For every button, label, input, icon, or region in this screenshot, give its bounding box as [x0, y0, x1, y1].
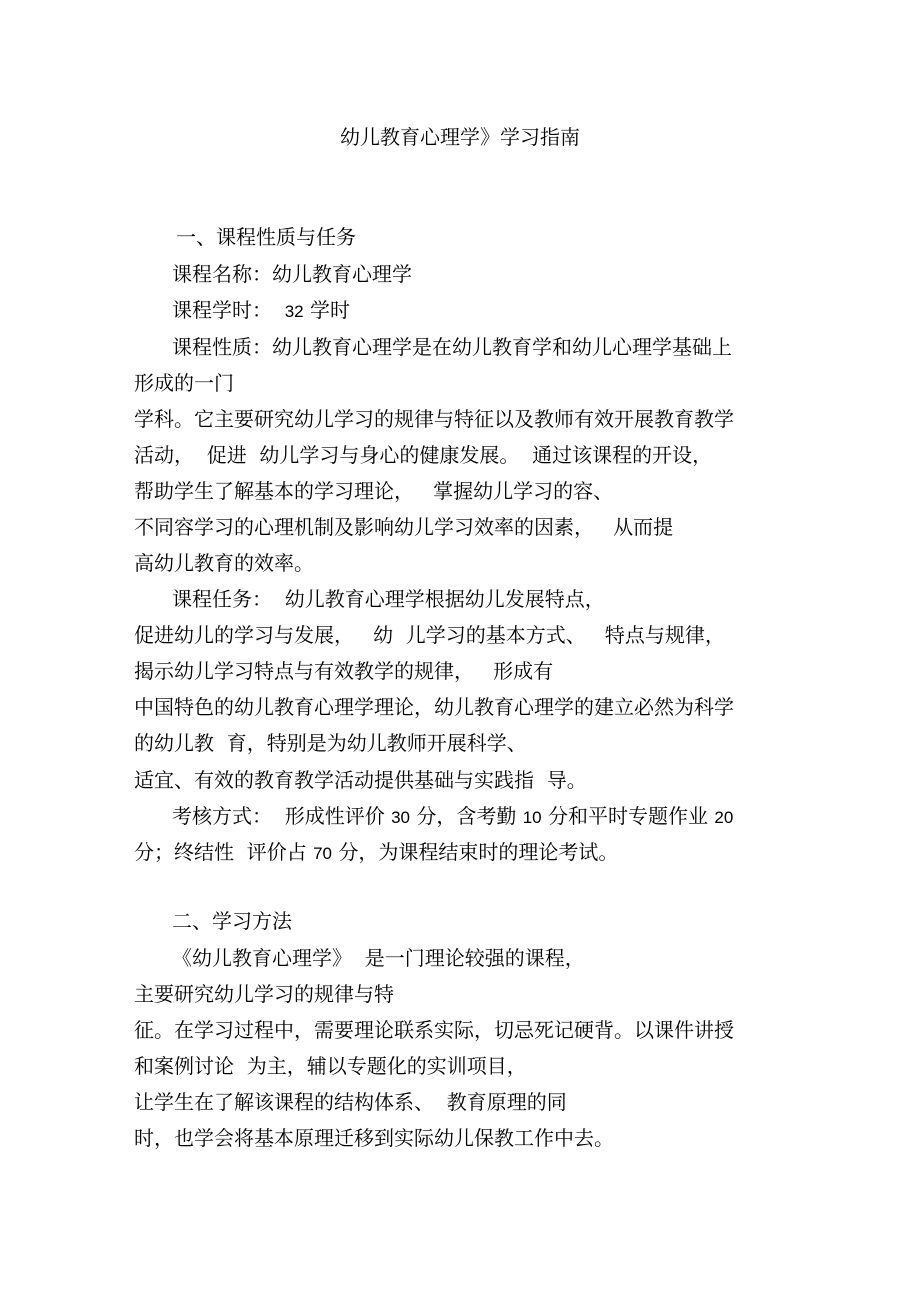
task-line: 中国特色的幼儿教育心理学理论，幼儿教育心理学的建立必然为科学 [134, 695, 734, 719]
method-line: 征。在学习过程中，需要理论联系实际，切忌死记硬背。以课件讲授 [134, 1018, 734, 1042]
section-2-heading: 二、学习方法 [172, 909, 292, 933]
document-title: 幼儿教育心理学》学习指南 [340, 125, 580, 149]
assessment-text-1: 分，含考勤 [416, 804, 517, 828]
task-line: 课程任务： 幼儿教育心理学根据幼儿发展特点， [172, 587, 605, 611]
nature-line: 课程性质：幼儿教育心理学是在幼儿教育学和幼儿心理学基础上 [172, 335, 732, 359]
assessment-text-2: 分和平时专题作业 [548, 804, 708, 828]
method-line: 时，也学会将基本原理迁移到实际幼儿保教工作中去。 [134, 1126, 614, 1150]
assessment-line-2 [134, 838, 618, 868]
assessment-formative: 形成性评价 [284, 804, 385, 828]
nature-line: 不同容学习的心理机制及影响幼儿学习效率的因素， 从而提 [134, 515, 674, 539]
section-1-heading: 一、课程性质与任务 [176, 225, 356, 249]
hours-label: 课程学时： [172, 298, 272, 322]
formative-score: 30 [391, 808, 410, 827]
attendance-score: 10 [522, 808, 542, 827]
method-line: 让学生在了解该课程的结构体系、 教育原理的同 [134, 1090, 567, 1114]
course-hours-line [172, 296, 350, 326]
nature-line: 活动， 促进 幼儿学习与身心的健康发展。 通过该课程的开设， [134, 443, 713, 467]
nature-line: 形成的一门 [134, 371, 234, 395]
assessment-text-3: 分；终结性 评价占 [134, 840, 307, 864]
nature-line: 帮助学生了解基本的学习理论， 掌握幼儿学习的容、 [134, 479, 614, 503]
nature-line: 学科。它主要研究幼儿学习的规律与特征以及教师有效开展教育教学 [134, 407, 734, 431]
assessment-line-1 [172, 802, 733, 832]
hours-value: 32 [284, 302, 304, 321]
homework-score: 20 [714, 808, 734, 827]
task-line: 的幼儿教 育，特别是为幼儿教师开展科学、 [134, 731, 527, 755]
assessment-label: 考核方式： [172, 804, 272, 828]
task-line: 揭示幼儿学习特点与有效教学的规律， 形成有 [134, 659, 554, 683]
method-line: 主要研究幼儿学习的规律与特 [134, 982, 394, 1006]
method-line: 和案例讨论 为主，辅以专题化的实训项目， [134, 1054, 527, 1078]
hours-unit: 学时 [310, 298, 350, 322]
nature-line: 高幼儿教育的效率。 [134, 551, 314, 575]
task-line: 适宜、有效的教育教学活动提供基础与实践指 导。 [134, 768, 587, 792]
final-score: 70 [313, 844, 332, 863]
task-line: 促进幼儿的学习与发展， 幼 儿学习的基本方式、 特点与规律， [134, 623, 725, 647]
assessment-text-4: 分，为课程结束时的理论考试。 [338, 840, 619, 864]
course-name-line: 课程名称：幼儿教育心理学 [172, 262, 412, 286]
method-line: 《幼儿教育心理学》 是一门理论较强的课程， [172, 946, 585, 970]
